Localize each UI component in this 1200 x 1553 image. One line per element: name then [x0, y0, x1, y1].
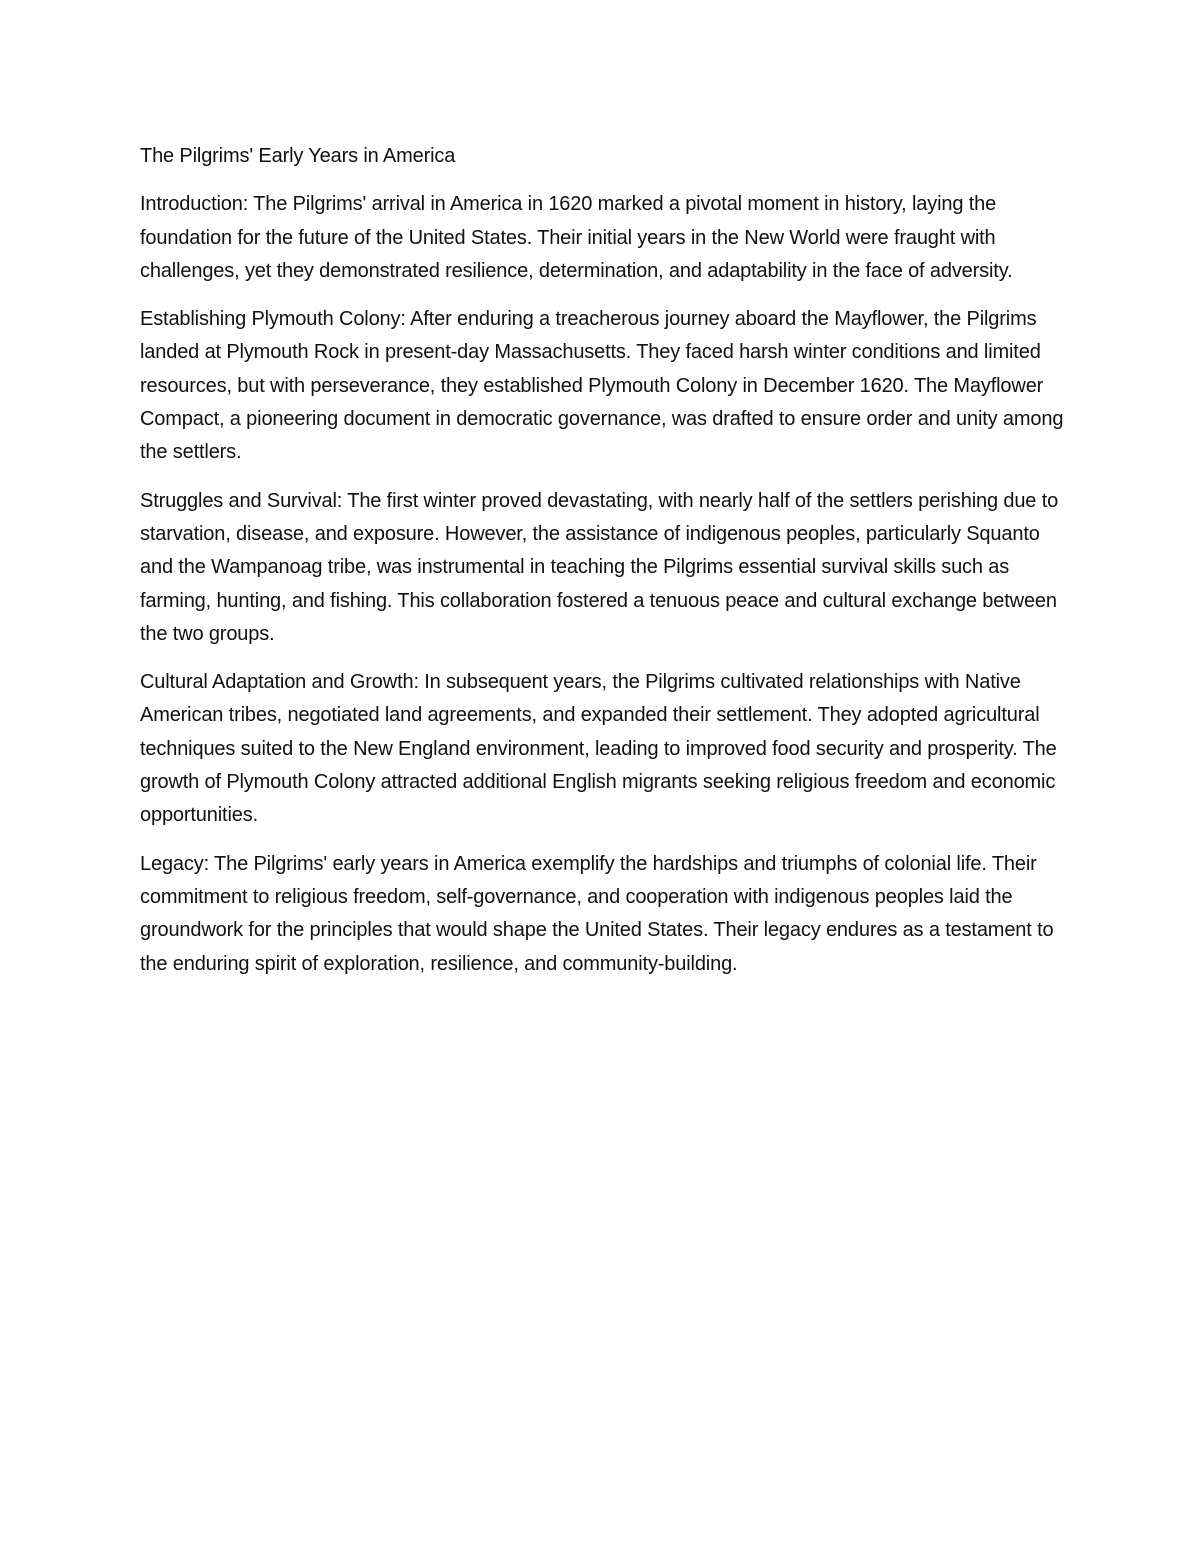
paragraph-introduction: Introduction: The Pilgrims' arrival in America in 1620 marked a pivotal moment in history, laying the foundation for the future of the United States. Their initial years in the New World were fraught with challenges, yet they demonstrated resilience, determination, and adaptability in the face of adversity.	[140, 193, 1013, 282]
paragraph-struggles-and-survival: Struggles and Survival: The first winter proved devastating, with nearly half of the settlers perishing due to starvation, disease, and exposure. However, the assistance of indigenous peoples, particularly Squanto and the Wampanoag tribe, was instrumental in teaching the Pilgrims essential survival skills such as farming, hunting, and fishing. This collaboration fostered a tenuous peace and cultural exchange between the two groups.	[140, 489, 1059, 645]
document-body	[140, 140, 1065, 996]
paragraph-legacy: Legacy: The Pilgrims' early years in America exemplify the hardships and triumphs of colonial life. Their commitment to religious freedom, self-governance, and cooperation with indigenous peoples laid the groundwork for the principles that would shape the United States. Their legacy endures as a testament to the enduring spirit of exploration, resilience, and community-building.	[140, 852, 1054, 975]
paragraph-cultural-adaptation-and-growth: Cultural Adaptation and Growth: In subsequent years, the Pilgrims cultivated relationships with Native American tribes, negotiated land agreements, and expanded their settlement. They adopted agricultural techniques suited to the New England environment, leading to improved food security and prosperity. The growth of Plymouth Colony attracted additional English migrants seeking religious freedom and economic opportunities.	[140, 671, 1057, 827]
paragraph-establishing-plymouth-colony: Establishing Plymouth Colony: After enduring a treacherous journey aboard the Mayflower, the Pilgrims landed at Plymouth Rock in present-day Massachusetts. They faced harsh winter conditions and limited resources, but with perseverance, they established Plymouth Colony in December 1620. The Mayflower Compact, a pioneering document in democratic governance, was drafted to ensure order and unity among the settlers.	[140, 308, 1064, 464]
document-title: The Pilgrims' Early Years in America	[140, 145, 456, 167]
